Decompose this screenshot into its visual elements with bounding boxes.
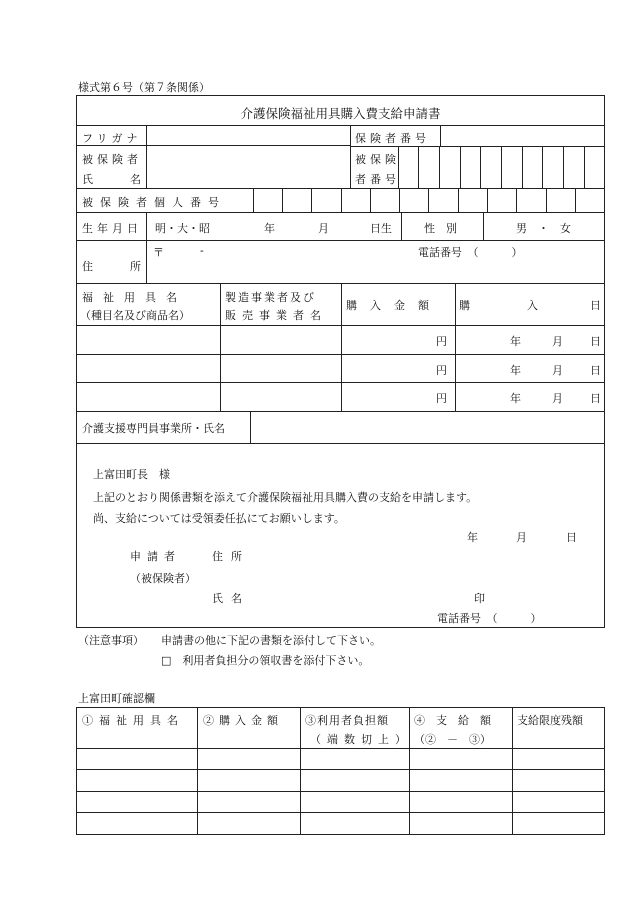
confirmation-title: 上富田町確認欄 — [78, 692, 155, 705]
personal-number-label: 被保険者個人番号 — [82, 196, 226, 209]
item-name-header: 福祉用具名 — [82, 291, 187, 304]
purchase-date-header-b: 入 — [527, 299, 538, 312]
insured-name-label-1: 被保険者 — [82, 153, 142, 166]
birth-month: 月 — [318, 222, 329, 235]
insured-number-label: 保険者番号 — [355, 132, 430, 145]
application-phone: 電話番号 （ ） — [437, 612, 542, 625]
insured-paren: （被保険者） — [130, 572, 196, 585]
form-title: 介護保険福祉用具購入費支給申請書 — [240, 106, 441, 121]
applicant-phone: 電話番号 （ ） — [418, 246, 523, 259]
purchase-month: 月 — [552, 392, 563, 405]
postal-mark: 〒 — [153, 246, 164, 259]
conf-header-limit: 支給限度残額 — [517, 714, 583, 727]
maker-header-1: 製造事業者及び — [225, 291, 316, 304]
postal-dash: - — [200, 244, 204, 257]
notes-line-1: 申請書の他に下記の書類を添付して下さい。 — [161, 634, 381, 647]
applicant-address-label: 住所 — [212, 550, 250, 563]
furigana-label: フリガナ — [82, 132, 142, 145]
conf-header-copay-sub: （端数切上） — [310, 733, 412, 746]
yen-unit: 円 — [436, 392, 447, 405]
yen-unit: 円 — [436, 364, 447, 377]
amount-header: 購入金額 — [346, 299, 442, 312]
conf-header-payment-sub: （② － ③） — [414, 733, 491, 746]
address-label-b: 所 — [130, 260, 141, 273]
sex-options: 男 ・ 女 — [516, 222, 571, 235]
purchase-year: 年 — [510, 364, 521, 377]
item-name-subheader: （種目名及び商品名） — [80, 309, 190, 322]
notes-line-2: □ 利用者負担分の領収書を添付下さい。 — [161, 654, 370, 667]
applicant-name-label: 氏名 — [212, 592, 250, 605]
application-body-1: 上記のとおり関係書類を添えて介護保険福祉用具購入費の支給を申請します。 — [93, 491, 478, 504]
conf-header-copay: ③利用者負担額 — [305, 714, 389, 727]
conf-header-payment: ④ 支 給 額 — [414, 714, 491, 727]
insured-num-label-1: 被保険 — [355, 153, 400, 166]
insured-num-label-2: 者番号 — [355, 173, 400, 186]
seal-mark: 印 — [474, 592, 485, 605]
care-manager-label: 介護支援専門員事業所・氏名 — [82, 422, 225, 435]
purchase-year: 年 — [510, 392, 521, 405]
application-day: 日 — [566, 531, 577, 544]
birth-year: 年 — [264, 222, 275, 235]
conf-header-amount: ②購入金額 — [203, 714, 283, 727]
purchase-month: 月 — [552, 335, 563, 348]
era-options: 明・大・昭 — [155, 222, 210, 235]
form-number: 様式第６号（第７条関係） — [78, 81, 210, 94]
insured-name-label-2a: 氏 — [82, 173, 93, 186]
insured-name-label-2b: 名 — [130, 173, 141, 186]
address-label-a: 住 — [82, 260, 93, 273]
applicant-label: 申請者 — [130, 550, 181, 563]
application-year: 年 — [467, 531, 478, 544]
purchase-year: 年 — [510, 335, 521, 348]
purchase-month: 月 — [552, 364, 563, 377]
birth-day: 日生 — [370, 222, 392, 235]
notes-label: （注意事項） — [78, 634, 144, 647]
conf-header-item: ①福祉用具名 — [82, 714, 184, 727]
purchase-date-header-c: 日 — [590, 299, 601, 312]
birth-label: 生年月日 — [82, 222, 142, 235]
purchase-day: 日 — [590, 392, 601, 405]
application-month: 月 — [516, 531, 527, 544]
purchase-day: 日 — [590, 364, 601, 377]
maker-header-2: 販売事業者名 — [225, 309, 327, 322]
sex-label: 性 別 — [424, 222, 457, 235]
application-body-2: 尚、支給については受領委任払にてお願いします。 — [93, 512, 345, 525]
addressee: 上富田町長 様 — [93, 468, 170, 481]
purchase-day: 日 — [590, 335, 601, 348]
yen-unit: 円 — [436, 335, 447, 348]
purchase-date-header-a: 購 — [459, 299, 470, 312]
